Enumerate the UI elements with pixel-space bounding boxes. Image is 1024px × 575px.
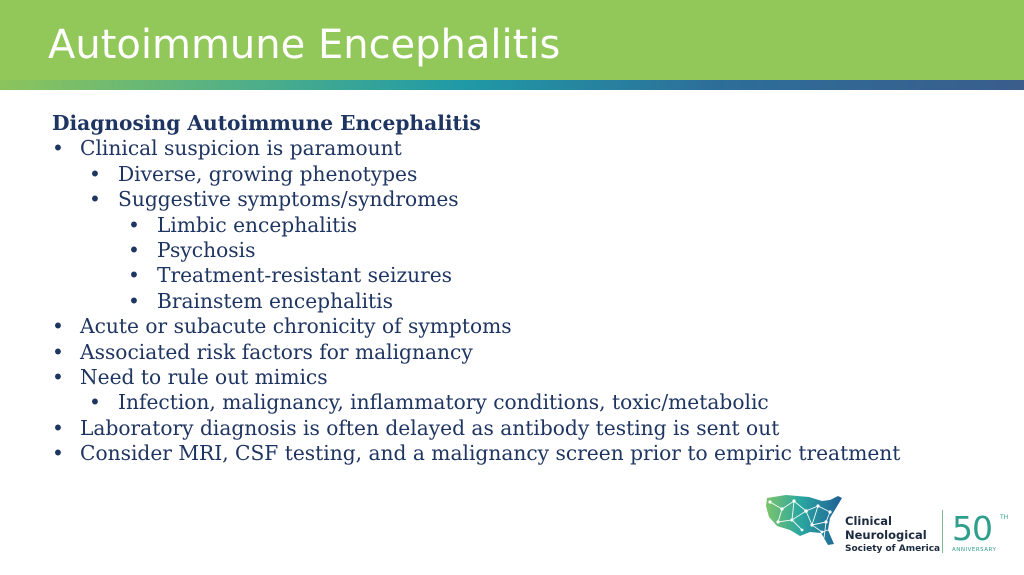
bullet-item: [52, 365, 952, 390]
anniversary-label: ANNIVERSARY: [952, 547, 997, 553]
slide-title: Autoimmune Encephalitis: [48, 22, 561, 68]
bullet-icon: •: [52, 441, 64, 466]
section-heading: Diagnosing Autoimmune Encephalitis: [52, 111, 481, 135]
bullet-item: [52, 238, 952, 263]
bullet-icon: •: [128, 212, 140, 237]
bullet-icon: •: [52, 136, 64, 161]
bullet-item: [52, 187, 952, 212]
title-bar: [0, 0, 1024, 80]
bullet-item: [52, 289, 952, 314]
logo-wordmark: [845, 514, 940, 556]
bullet-text: Suggestive symptoms/syndromes: [118, 187, 459, 212]
bullet-text: Clinical suspicion is paramount: [80, 136, 402, 161]
bullet-icon: •: [89, 187, 101, 212]
bullet-text: Associated risk factors for malignancy: [80, 339, 473, 364]
bullet-item: [52, 314, 952, 339]
bullet-text: Limbic encephalitis: [157, 212, 358, 237]
bullet-text: Diverse, growing phenotypes: [118, 161, 418, 186]
cnsa-logo: [764, 492, 1014, 558]
us-map-network-icon: [764, 492, 844, 550]
bullet-icon: •: [52, 314, 64, 339]
bullet-text: Infection, malignancy, inflammatory conditions, toxic/metabolic: [118, 390, 769, 415]
logo-line-1: Clinical: [845, 514, 892, 528]
bullet-item: [52, 213, 952, 238]
bullet-text: Acute or subacute chronicity of symptoms: [80, 314, 512, 339]
bullet-item: [52, 390, 952, 415]
bullet-icon: •: [128, 263, 140, 288]
bullet-text: Treatment-resistant seizures: [157, 263, 453, 288]
anniversary-suffix: TH: [1000, 514, 1009, 521]
accent-stripe: [0, 80, 1024, 90]
bullet-icon: •: [52, 365, 64, 390]
bullet-item: [52, 416, 952, 441]
bullet-item: [52, 162, 952, 187]
bullet-item: [52, 441, 952, 466]
bullet-text: Consider MRI, CSF testing, and a malignancy screen prior to empiric treatment: [80, 441, 901, 466]
anniversary-badge: [950, 510, 1010, 554]
bullet-text: Need to rule out mimics: [80, 365, 328, 390]
bullet-icon: •: [89, 161, 101, 186]
bullet-item: [52, 340, 952, 365]
bullet-text: Laboratory diagnosis is often delayed as antibody testing is sent out: [80, 415, 780, 440]
bullet-icon: •: [52, 415, 64, 440]
logo-line-3: Society of America: [845, 544, 941, 554]
bullet-item: [52, 263, 952, 288]
bullet-item: [52, 136, 952, 161]
logo-divider: [942, 510, 943, 553]
bullet-icon: •: [89, 390, 101, 415]
slide-body: [52, 111, 952, 467]
bullet-text: Psychosis: [157, 238, 256, 263]
anniversary-number: 50: [952, 509, 992, 548]
logo-line-2: Neurological: [845, 528, 927, 542]
bullet-icon: •: [128, 288, 140, 313]
bullet-text: Brainstem encephalitis: [157, 288, 393, 313]
bullet-icon: •: [128, 238, 140, 263]
bullet-icon: •: [52, 339, 64, 364]
